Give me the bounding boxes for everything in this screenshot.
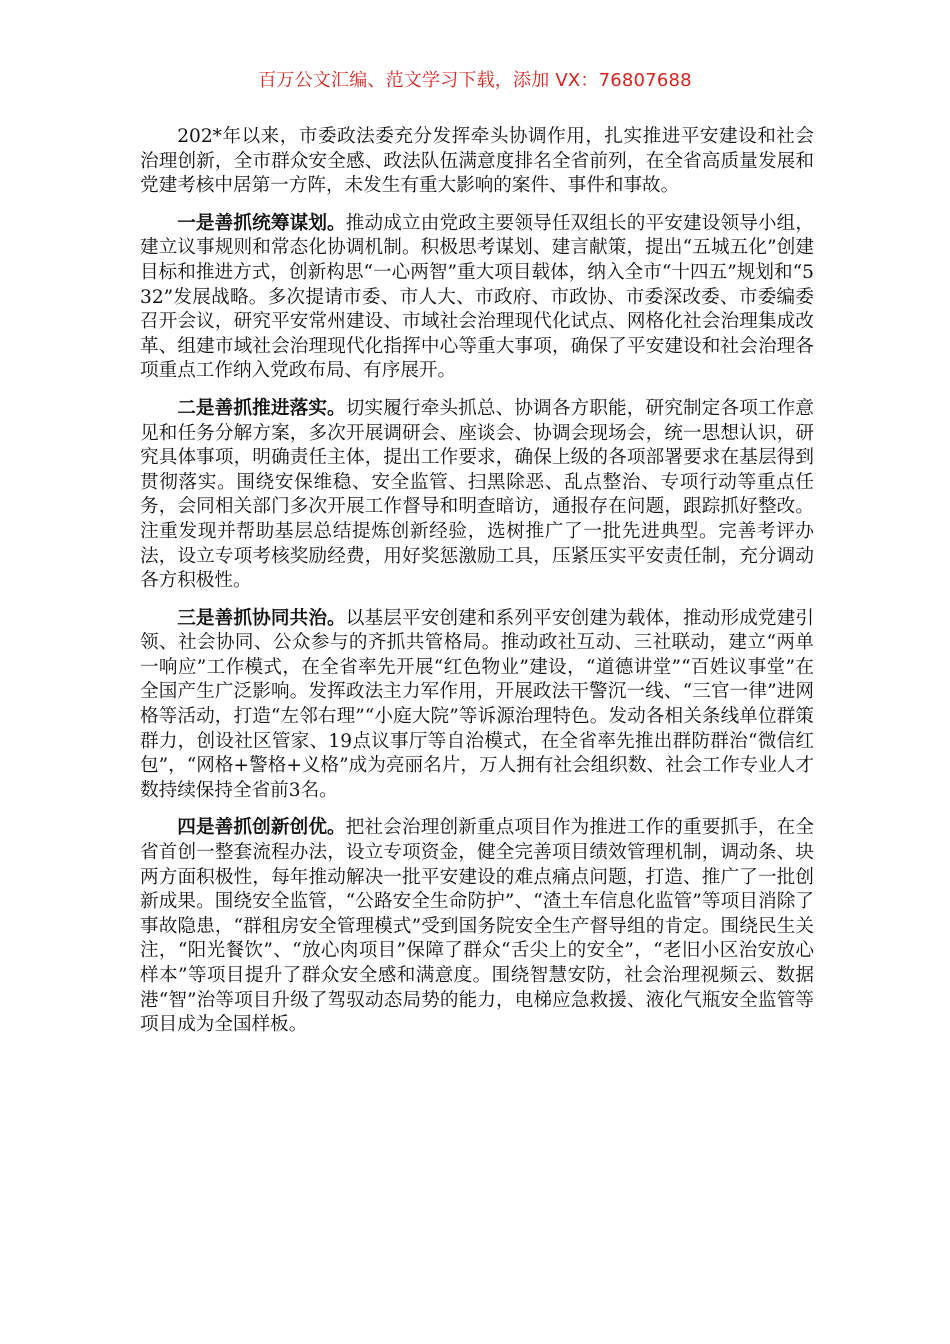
- paragraph-text: 202*年以来，市委政法委充分发挥牵头协调作用，扎实推进平安建设和社会治理创新，全市群众安全感、政法队伍满意度排名全省前列，在全省高质量发展和党建考核中居第一方阵，未发生有重大影响的案件、事件和事故。: [140, 126, 814, 197]
- paragraph-lead: 二是善抓推进落实。: [177, 397, 346, 419]
- paragraph-lead: 三是善抓协同共治。: [177, 607, 346, 629]
- paragraph-text: 切实履行牵头抓总、协调各方职能，研究制定各项工作意见和任务分解方案，多次开展调研会、座谈会、协调会现场会，统一思想认识，研究具体事项，明确责任主体，提出工作要求，确保上级的各项部署要求在基层得到贯彻落实。围绕安保维稳、安全监管、扫黑除恶、乱点整治、专项行动等重点任务，会同相关部门多次开展工作督导和明查暗访，通报存在问题，跟踪抓好整改。注重发现并帮助基层总结提炼创新经验，选树推广了一批先进典型。完善考评办法，设立专项考核奖励经费，用好奖惩激励工具，压紧压实平安责任制，充分调动各方积极性。: [140, 397, 814, 592]
- paragraph-overall-planning: [140, 212, 814, 384]
- paragraph-text: 以基层平安创建和系列平安创建为载体，推动形成党建引领、社会协同、公众参与的齐抓共管格局。推动政社互动、三社联动，建立“两单一响应”工作模式，在全省率先开展“红色物业”建设，“道德讲堂”“百姓议事堂”在全国产生广泛影响。发挥政法主力军作用，开展政法干警沉一线、“三官一律”进网格等活动，打造“左邻右理”“小庭大院”等诉源治理特色。发动各相关条线单位群策群力，创设社区管家、19点议事厅等自治模式，在全省率先推出群防群治“微信红包”，“网格+警格+义格”成为亮丽名片，万人拥有社会组织数、社会工作专业人才数持续保持全省前3名。: [140, 607, 814, 801]
- paragraph-text: 推动成立由党政主要领导任双组长的平安建设领导小组，建立议事规则和常态化协调机制。积极思考谋划、建言献策，提出“五城五化”创建目标和推进方式，创新构思“一心两智”重大项目载体，纳入全市“十四五”规划和“532”发展战略。多次提请市委、市人大、市政府、市政协、市委深改委、市委编委召开会议，研究平安常州建设、市域社会治理现代化试点、网格化社会治理集成改革、组建市域社会治理现代化指挥中心等重大事项，确保了平安建设和社会治理各项重点工作纳入党政布局、有序展开。: [140, 212, 814, 382]
- paragraph-lead: 四是善抓创新创优。: [177, 817, 346, 839]
- paragraph-co-governance: [140, 607, 814, 804]
- document-body: [140, 125, 814, 1051]
- paragraph-implementation: [140, 397, 814, 594]
- paragraph-lead: 一是善抓统筹谋划。: [177, 212, 346, 234]
- paragraph-intro: [140, 125, 814, 199]
- watermark-header: 百万公文汇编、范文学习下载，添加 VX：76807688: [258, 70, 692, 91]
- paragraph-innovation: [140, 816, 814, 1037]
- paragraph-text: 把社会治理创新重点项目作为推进工作的重要抓手，在全省首创一整套流程办法，设立专项资金，健全完善项目绩效管理机制，调动条、块两方面积极性，每年推动解决一批平安建设的难点痛点问题，打造、推广了一批创新成果。围绕安全监管，“公路安全生命防护”、“渣土车信息化监管”等项目消除了事故隐患，“群租房安全管理模式”受到国务院安全生产督导组的肯定。围绕民生关注，“阳光餐饮”、“放心肉项目”保障了群众“舌尖上的安全”，“老旧小区治安放心样本”等项目提升了群众安全感和满意度。围绕智慧安防，社会治理视频云、数据港“智”治等项目升级了驾驭动态局势的能力，电梯应急救援、液化气瓶安全监管等项目成为全国样板。: [140, 817, 814, 1036]
